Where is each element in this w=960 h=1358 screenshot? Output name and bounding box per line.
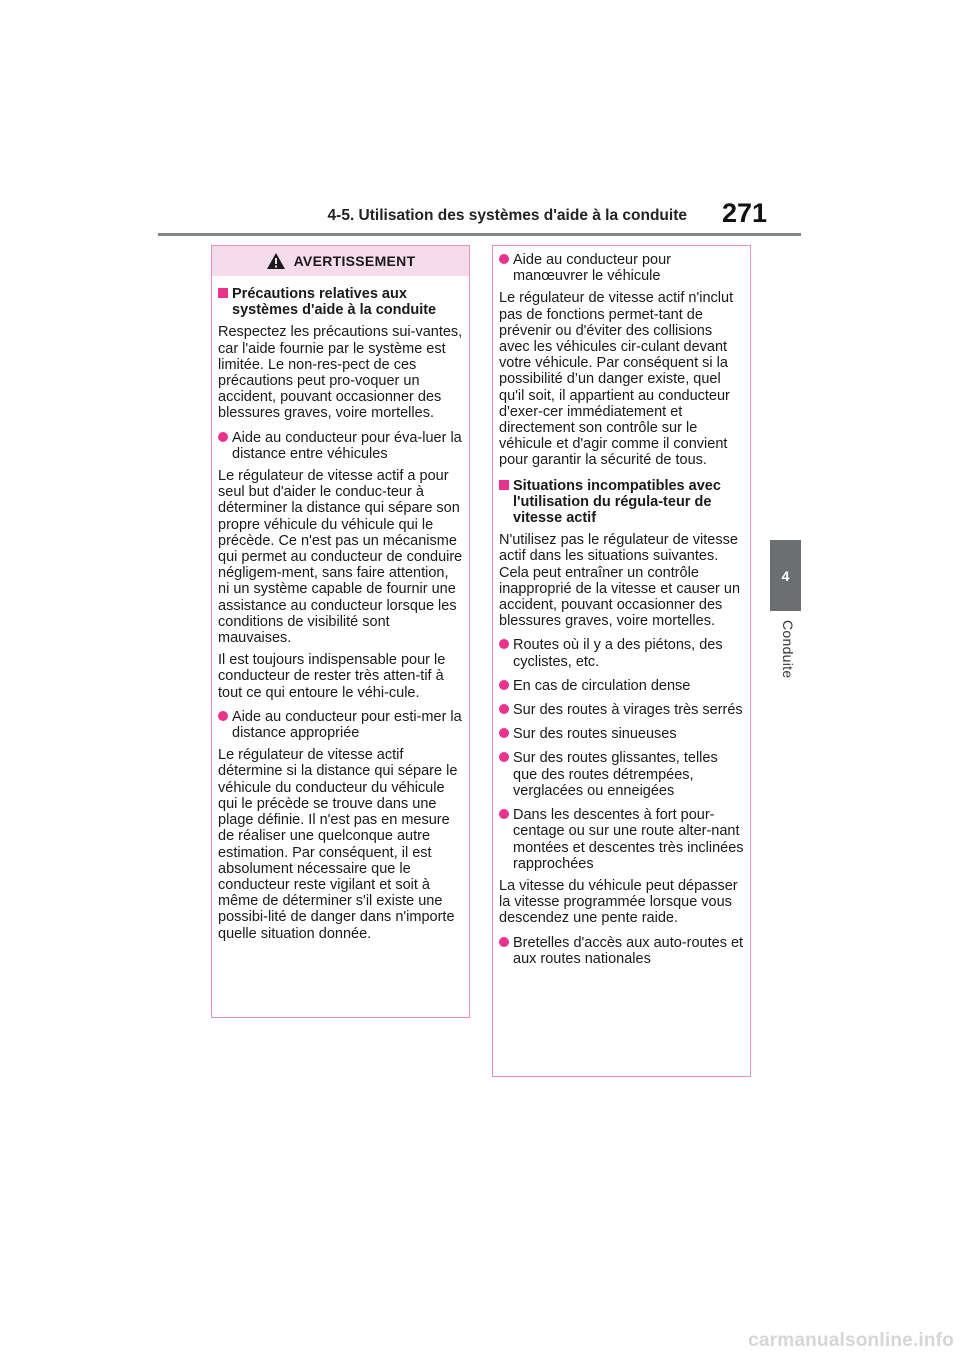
list-item: En cas de circulation dense [499, 678, 744, 694]
list-item: Dans les descentes à fort pour-centage ou sur une route alter-nant montées et descentes très inclinées rapprochées [499, 807, 744, 872]
warning-box [211, 245, 470, 1018]
paragraph: Le régulateur de vitesse actif détermine si la distance qui sépare le véhicule du conducteur du véhicule qui le précède se trouve dans une plage définie. Il n'est pas en mesure de réaliser une quelconque autre estimation. Par conséquent, il est absolument nécessaire que le conducteur reste vigilant et soit à même de déterminer s'il existe une possibi-lité de danger dans n'importe quelle situation donnée. [218, 747, 458, 942]
paragraph: N'utilisez pas le régulateur de vitesse actif dans les situations suivantes. Cela peut entraîner un contrôle inapproprié de la vitesse et causer un accident, pouvant occasionner des blessures graves, voire mortelles. [499, 532, 741, 630]
chapter-tab [770, 540, 801, 611]
paragraph: Le régulateur de vitesse actif n'inclut pas de fonctions permet-tant de prévenir ou d'éviter des collisions avec les véhicules cir-culant devant votre véhicule. Par conséquent si la possibilité d’un danger existe, quel qu'il soit, il appartient au conducteur d'exer-cer immédiatement et directement son contrôle sur le véhicule et d'agir comme il convient pour garantir la sécurité de tous. [499, 290, 734, 469]
page-number: 271 [721, 198, 767, 228]
paragraph: Il est toujours indispensable pour le conducteur de rester très atten-tif à tout ce qui entoure le véhi-cule. [218, 652, 446, 701]
section-heading-precautions: Précautions relatives aux systèmes d'aide à la conduite [218, 286, 463, 318]
chapter-label: Conduite [780, 620, 796, 679]
intro-paragraph: Respectez les précautions sui-vantes, car l'aide fournie par le système est limitée. Le non-res-pect de ces précautions peut pro-voquer un accident, pouvant occasionner des blessures graves, voire mortelles. [218, 324, 463, 422]
warning-box-continued [492, 245, 751, 1077]
bullet-item: Aide au conducteur pour éva-luer la distance entre véhicules [218, 430, 463, 462]
bullet-item: Aide au conducteur pour esti-mer la distance appropriée [218, 709, 463, 741]
section-heading-incompatible: Situations incompatibles avec l'utilisation du régula-teur de vitesse actif [499, 478, 744, 527]
section-title: 4-5. Utilisation des systèmes d'aide à la conduite [327, 207, 687, 224]
list-item: Routes où il y a des piétons, des cyclistes, etc. [499, 637, 744, 669]
header-divider [158, 233, 801, 236]
list-item: Bretelles d'accès aux auto-routes et aux routes nationales [499, 935, 744, 967]
paragraph: La vitesse du véhicule peut dépasser la vitesse programmée lorsque vous descendez une pente raide. [499, 877, 738, 927]
list-item: Sur des routes sinueuses [499, 726, 744, 742]
paragraph: Le régulateur de vitesse actif a pour seul but d'aider le conduc-teur à déterminer la distance qui sépare son propre véhicule du véhicule qui le précède. Ce n'est pas un mécanisme qui permet au conducteur de conduire négligem-ment, sans faire attention, ni un système capable de fournir une assistance au conducteur lorsque les conditions de visibilité sont mauvaises. [218, 468, 463, 647]
chapter-number: 4 [781, 567, 790, 584]
list-item: Sur des routes à virages très serrés [499, 702, 744, 718]
warning-icon [266, 252, 286, 270]
list-item: Sur des routes glissantes, telles que des routes détrempées, verglacées ou enneigées [499, 750, 744, 799]
watermark: carmanualsonline.info [748, 1330, 954, 1351]
warning-title: AVERTISSEMENT [293, 252, 416, 269]
warning-header [212, 246, 469, 276]
bullet-item: Aide au conducteur pour manœuvrer le véhicule [499, 252, 744, 284]
